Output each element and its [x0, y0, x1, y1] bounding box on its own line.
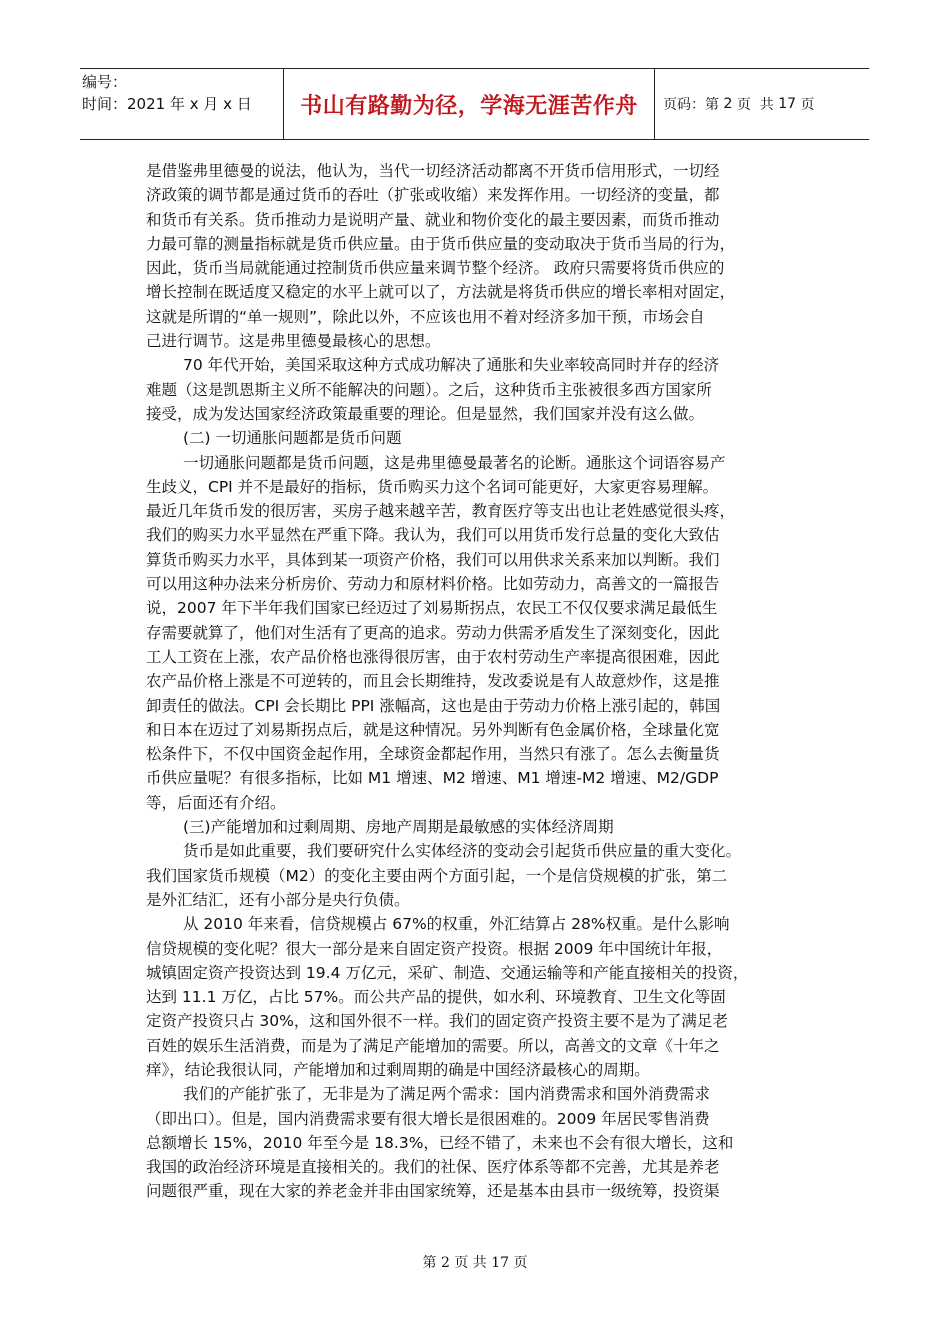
text-line: 和货币有关系。货币推动力是说明产量、就业和物价变化的最主要因素，而货币推动: [146, 210, 720, 229]
text-line: 货币是如此重要，我们要研究什么实体经济的变动会引起货币供应量的重大变化。: [183, 842, 742, 861]
text-line: 增长控制在既适度又稳定的水平上就可以了，方法就是将货币供应的增长率相对固定，: [146, 283, 736, 302]
page-header: [80, 68, 869, 140]
text-line: 力最可靠的测量指标就是货币供应量。由于货币供应量的变动取决于货币当局的行为，: [146, 234, 736, 253]
text-line: 是外汇结汇，还有小部分是央行负债。: [146, 890, 410, 909]
text-line: 一切通胀问题都是货币问题，这是弗里德曼最著名的论断。通胀这个词语容易产: [183, 453, 726, 472]
text-line: 和日本在迈过了刘易斯拐点后，就是这种情况。另外判断有色金属价格，全球量化宽: [146, 720, 720, 739]
text-line: 难题（这是凯恩斯主义所不能解决的问题）。之后，这种货币主张被很多西方国家所: [146, 380, 712, 399]
text-line: 信贷规模的变化呢？很大一部分是来自固定资产投资。根据 2009 年中国统计年报，: [146, 939, 723, 958]
text-line: 是借鉴弗里德曼的说法，他认为，当代一切经济活动都离不开货币信用形式，一切经: [146, 162, 720, 180]
header-page-info: [655, 69, 869, 139]
text-line: 问题很严重，现在大家的养老金并非由国家统筹，还是基本由县市一级统筹，投资渠: [146, 1182, 720, 1201]
text-line: 我们的产能扩张了，无非是为了满足两个需求：国内消费需求和国外消费需求: [183, 1085, 711, 1104]
text-line: 最近几年货币发的很厉害，买房子越来越辛苦，教育医疗等支出也让老姓感觉很头疼，: [146, 502, 736, 521]
text-line: 达到 11.1 万亿，占比 57%。而公共产品的提供，如水利、环境教育、卫生文化等固: [146, 988, 726, 1007]
text-line: 百姓的娱乐生活消费，而是为了满足产能增加的需要。所以，高善文的文章《十年之: [146, 1036, 720, 1055]
text-line: 存需要就算了，他们对生活有了更高的追求。劳动力供需矛盾发生了深刻变化，因此: [146, 623, 720, 642]
text-line: 因此，货币当局就能通过控制货币供应量来调节整个经济。 政府只需要将货币供应的: [146, 259, 725, 278]
text-line: 济政策的调节都是通过货币的吞吐（扩张或收缩）来发挥作用。一切经济的变量，都: [146, 186, 720, 205]
text-line: 总额增长 15%，2010 年至今是 18.3%，已经不错了，未来也不会有很大增长，这和: [146, 1133, 734, 1152]
header-meta: [80, 69, 283, 139]
text-line: 农产品价格上涨是不可逆转的，而且会长期维持，发改委说是有人故意炒作，这是推: [146, 672, 720, 691]
body-text: [146, 159, 824, 1204]
text-line: 城镇固定资产投资达到 19.4 万亿元，采矿、制造、交通运输等和产能直接相关的投资，: [146, 963, 749, 982]
text-line: 我国的政治经济环境是直接相关的。我们的社保、医疗体系等都不完善，尤其是养老: [146, 1158, 720, 1177]
text-line: 定资产投资只占 30%，这和国外很不一样。我们的固定资产投资主要不是为了满足老: [146, 1012, 728, 1031]
text-line: 币供应量呢？有很多指标，比如 M1 增速、M2 增速、M1 增速-M2 增速、M2/GDP: [146, 769, 719, 788]
text-line: 从 2010 年来看，信贷规模占 67%的权重，外汇结算占 28%权重。是什么影响: [183, 915, 730, 934]
document-number-label: 编号：: [82, 73, 128, 91]
footer-suffix: 页: [509, 1255, 528, 1271]
text-line: 接受，成为发达国家经济政策最重要的理论。但是显然，我们国家并没有这么做。: [146, 404, 705, 423]
text-line: 70 年代开始，美国采取这种方式成功解决了通胀和失业率较高同时并存的经济: [183, 356, 720, 375]
text-line: 算货币购买力水平，具体到某一项资产价格，我们可以用供求关系来加以判断。我们: [146, 550, 720, 569]
text-line: 可以用这种办法来分析房价、劳动力和原材料价格。比如劳动力，高善文的一篇报告: [146, 575, 720, 594]
text-line: 生歧义，CPI 并不是最好的指标，货币购买力这个名词可能更好，大家更容易理解。: [146, 477, 719, 496]
text-line: 我们国家货币规模（M2）的变化主要由两个方面引起，一个是信贷规模的扩张，第二: [146, 866, 728, 885]
text-line: 松条件下，不仅中国资金起作用，全球资金都起作用，当然只有涨了。怎么去衡量货: [146, 745, 720, 764]
page-info-total: 17: [778, 96, 797, 112]
section-heading: (三)产能增加和过剩周期、房地产周期是最敏感的实体经济周期: [183, 818, 614, 837]
text-line: 这就是所谓的“单一规则”，除此以外，不应该也用不着对经济多加干预，市场会自: [146, 307, 705, 326]
page-footer: [0, 1252, 950, 1272]
footer-total-pages: 17: [491, 1255, 510, 1271]
text-line: 说，2007 年下半年我们国家已经迈过了刘易斯拐点，农民工不仅仅要求满足最低生: [146, 599, 718, 618]
footer-prefix: 第: [422, 1255, 441, 1271]
text-line: 卸责任的做法。CPI 会长期比 PPI 涨幅高，这也是由于劳动力价格上涨引起的，韩国: [146, 696, 721, 715]
text-line: 己进行调节。这是弗里德曼最核心的思想。: [146, 332, 441, 351]
text-line: 等，后面还有介绍。: [146, 793, 286, 812]
document-date: 时间：2021 年 x 月 x 日: [82, 95, 252, 113]
page-info-prefix: 页码：第: [663, 97, 724, 113]
footer-current-page: 2: [440, 1255, 450, 1271]
page-info-mid: 页 共: [732, 97, 779, 113]
text-line: 工人工资在上涨，农产品价格也涨得很厉害，由于农村劳动生产率提高很困难，因此: [146, 647, 720, 666]
header-motto: 书山有路勤为径，学海无涯苦作舟: [283, 69, 655, 139]
footer-mid: 页 共: [449, 1255, 492, 1271]
text-line: 我们的购买力水平显然在严重下降。我认为，我们可以用货币发行总量的变化大致估: [146, 526, 720, 545]
page-info-suffix: 页: [796, 97, 815, 113]
section-heading: (二) 一切通胀问题都是货币问题: [183, 429, 402, 448]
page-info-current: 2: [723, 96, 733, 112]
text-line: （即出口）。但是，国内消费需求要有很大增长是很困难的。2009 年居民零售消费: [146, 1109, 710, 1128]
text-line: 痒》，结论我很认同，产能增加和过剩周期的确是中国经济最核心的周期。: [146, 1060, 650, 1079]
